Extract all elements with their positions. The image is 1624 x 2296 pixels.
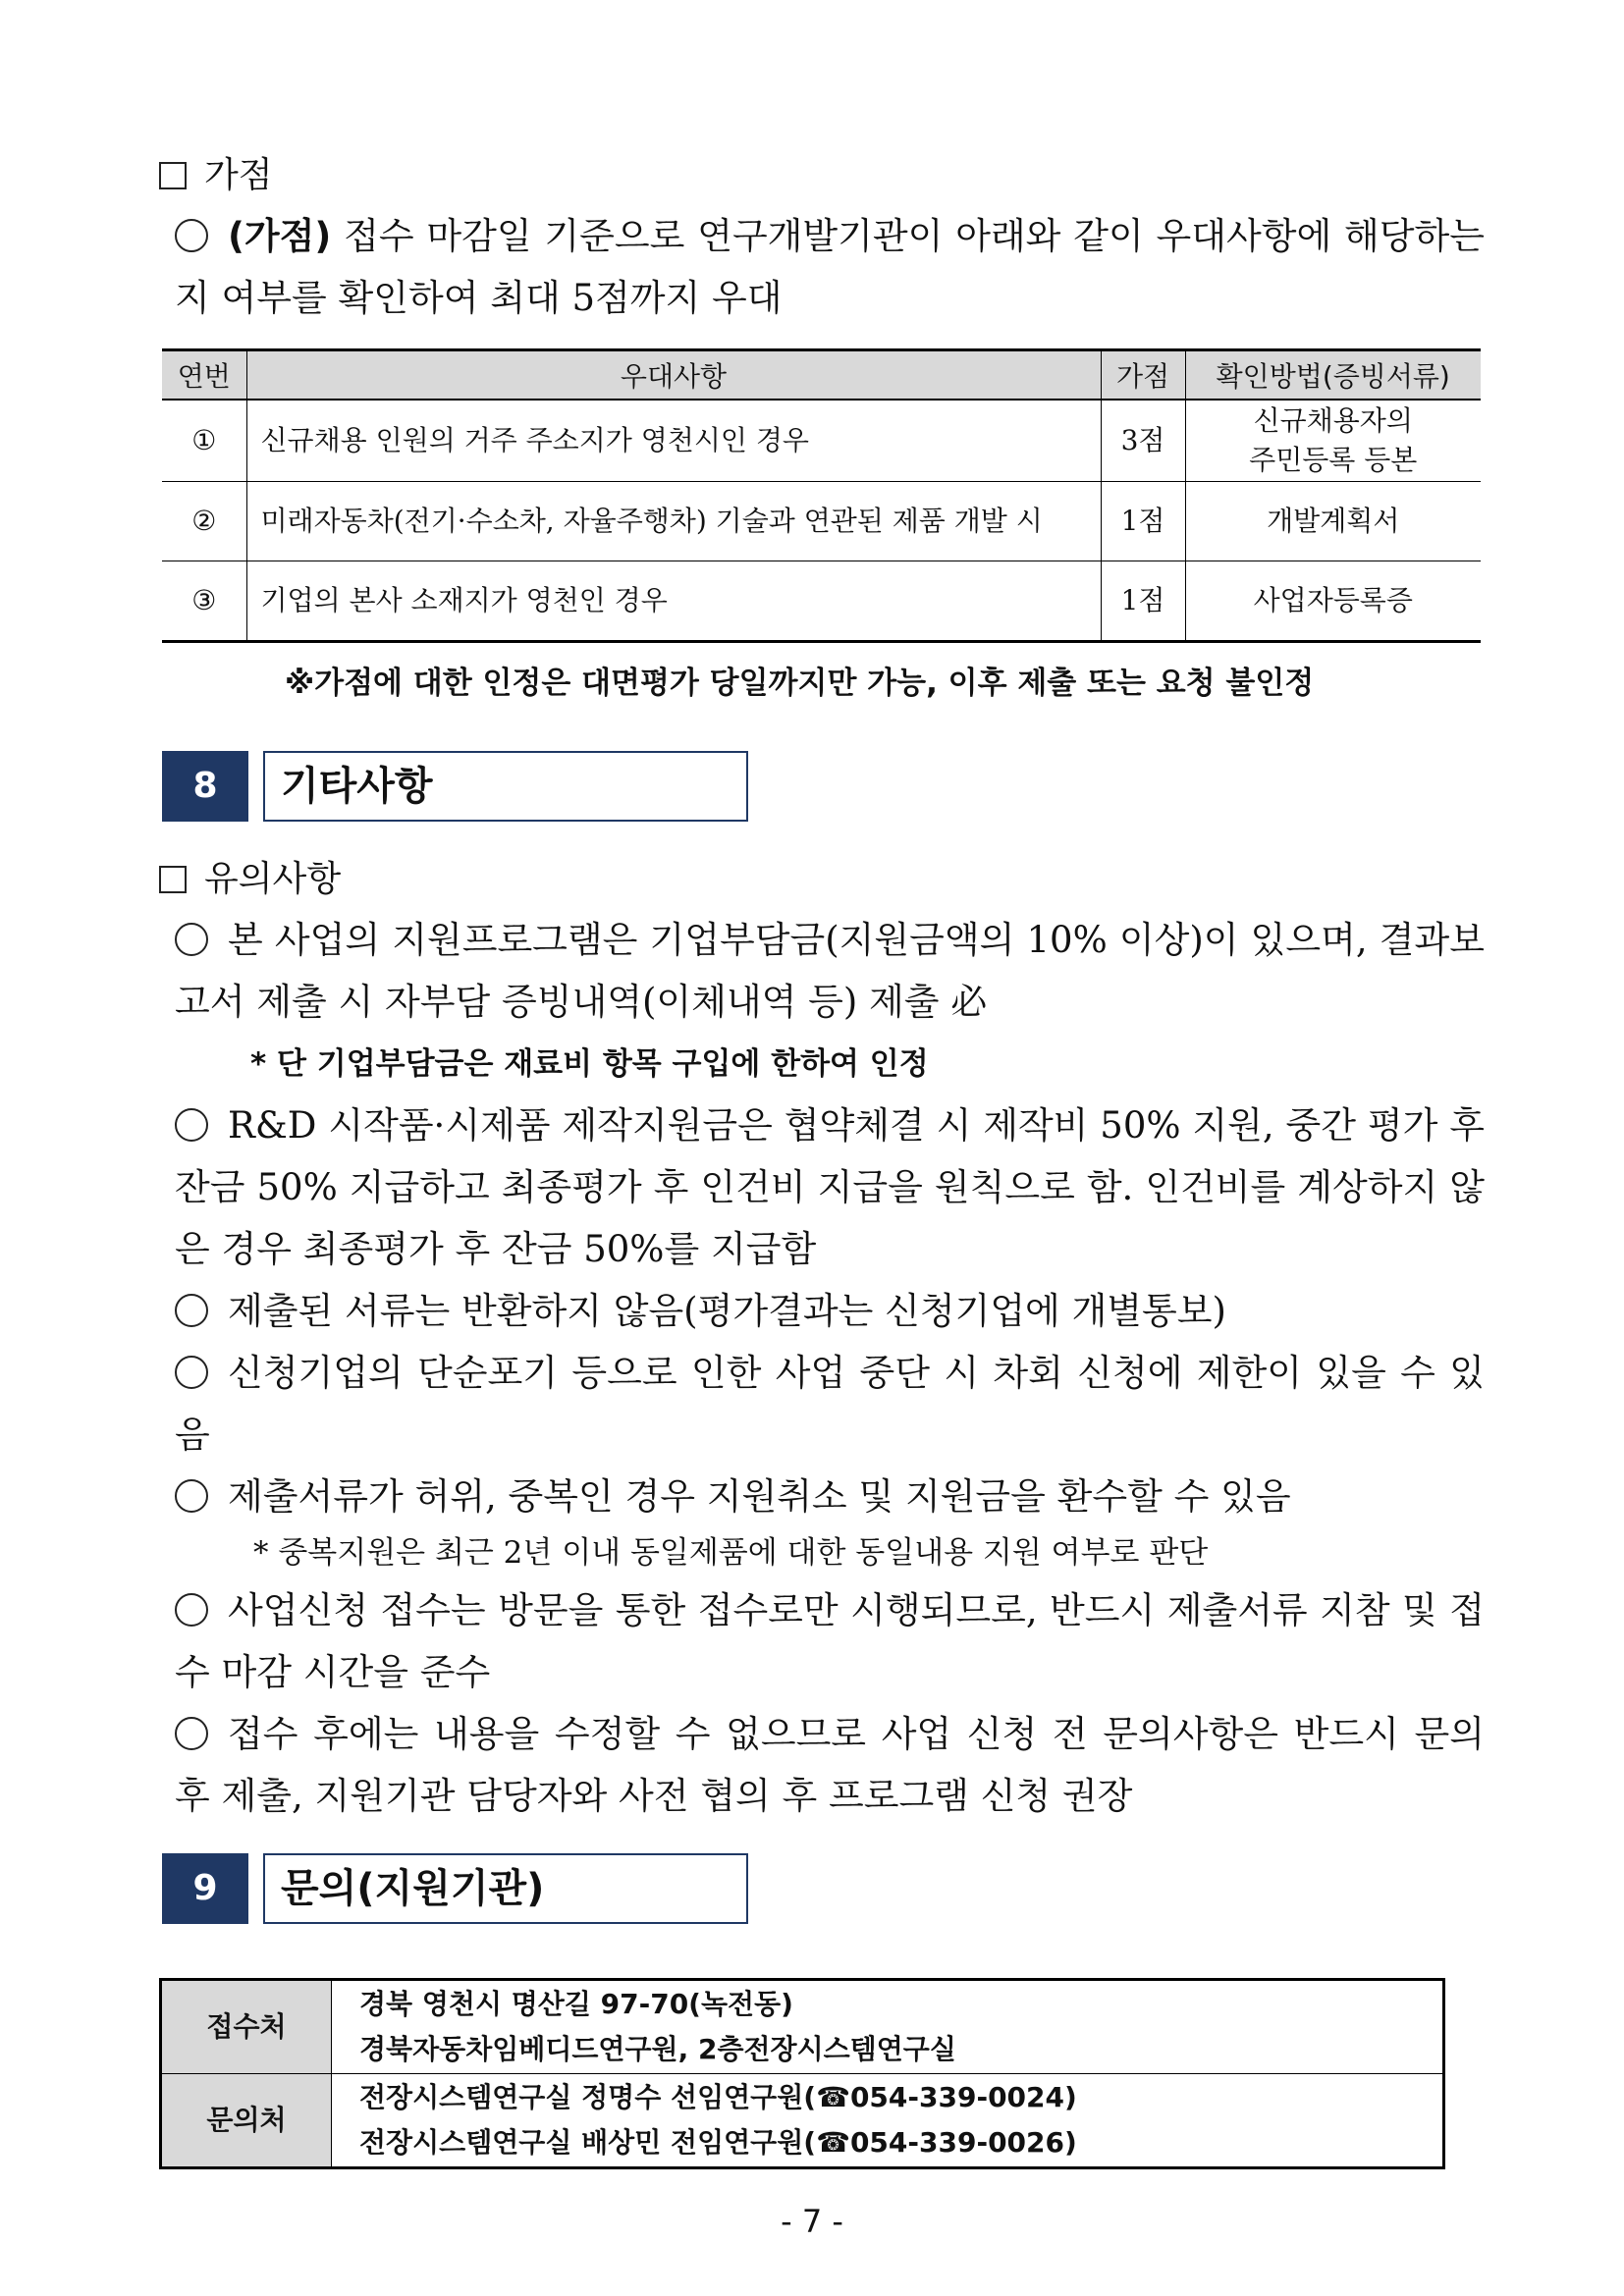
square-bullet-icon (159, 866, 187, 893)
table-row (162, 561, 1481, 642)
row-no: ② (162, 482, 246, 561)
section-number: 9 (162, 1853, 248, 1924)
bonus-intro-label: (가점) (228, 215, 332, 257)
bonus-intro (175, 205, 1485, 329)
circle-bullet-icon (175, 219, 208, 252)
header-no: 연번 (162, 350, 246, 400)
contact-table (159, 1978, 1445, 2169)
notice-item-7: 접수 후에는 내용을 수정할 수 없으므로 사업 신청 전 문의사항은 반드시 문의 후 제출, 지원기관 담당자와 사전 협의 후 프로그램 신청 권장 (175, 1713, 1485, 1817)
square-bullet-icon (159, 162, 187, 189)
row-item: 미래자동차(전기·수소차, 자율주행차) 기술과 연관된 제품 개발 시 (246, 482, 1101, 561)
table-row (162, 482, 1481, 561)
bonus-heading: 가점 (159, 152, 273, 199)
header-item: 우대사항 (246, 350, 1101, 400)
reception-label: 접수처 (161, 1980, 332, 2074)
table-row (161, 2074, 1444, 2168)
notice-item-5-note: * 중복지원은 최근 2년 이내 동일제품에 대한 동일내용 지원 여부로 판단 (253, 1535, 1209, 1571)
reception-value: 경북 영천시 명산길 97-70(녹전동) 경북자동차임베디드연구원, 2층전장시스템연구실 (332, 1980, 1444, 2074)
row-proof: 개발계획서 (1185, 482, 1481, 561)
circle-bullet-icon (175, 1108, 208, 1142)
row-item: 신규채용 인원의 거주 주소지가 영천시인 경우 (246, 400, 1101, 482)
row-points: 1점 (1101, 561, 1185, 642)
table-row (162, 400, 1481, 482)
circle-bullet-icon (175, 1717, 208, 1750)
notice-heading: 유의사항 (159, 856, 341, 903)
notice-item-4: 신청기업의 단순포기 등으로 인한 사업 중단 시 차회 신청에 제한이 있을 수 있음 (175, 1352, 1485, 1456)
inquiry-label: 문의처 (161, 2074, 332, 2168)
table-row (161, 1980, 1444, 2074)
header-proof: 확인방법(증빙서류) (1185, 350, 1481, 400)
notice-item-3: 제출된 서류는 반환하지 않음(평가결과는 신청기업에 개별통보) (175, 1280, 1485, 1342)
row-no: ③ (162, 561, 246, 642)
row-item: 기업의 본사 소재지가 영천인 경우 (246, 561, 1101, 642)
circle-bullet-icon (175, 1294, 208, 1327)
page-number: - 7 - (781, 2203, 843, 2240)
row-proof: 사업자등록증 (1185, 561, 1481, 642)
notice-item-2: R&D 시작품·시제품 제작지원금은 협약체결 시 제작비 50% 지원, 중간 평가 후 잔금 50% 지급하고 최종평가 후 인건비 지급을 원칙으로 함. 인건비를 계상하지 않은 경우 최종평가 후 잔금 50%를 지급함 (175, 1104, 1485, 1270)
bonus-note: ※가점에 대한 인정은 대면평가 당일까지만 가능, 이후 제출 또는 요청 불인정 (285, 666, 1315, 701)
notice-item-1: 본 사업의 지원프로그램은 기업부담금(지원금액의 10% 이상)이 있으며, 결과보고서 제출 시 자부담 증빙내역(이체내역 등) 제출 必 (175, 919, 1485, 1023)
bonus-table (162, 348, 1481, 643)
section-title: 기타사항 (263, 751, 748, 822)
row-no: ① (162, 400, 246, 482)
inquiry-value: 전장시스템연구실 정명수 선임연구원(☎054-339-0024) 전장시스템연구실 배상민 전임연구원(☎054-339-0026) (332, 2074, 1444, 2168)
header-points: 가점 (1101, 350, 1185, 400)
notice-item-5: 제출서류가 허위, 중복인 경우 지원취소 및 지원금을 환수할 수 있음 (175, 1466, 1485, 1527)
notice-item-6: 사업신청 접수는 방문을 통한 접수로만 시행되므로, 반드시 제출서류 지참 및 접수 마감 시간을 준수 (175, 1589, 1485, 1693)
circle-bullet-icon (175, 1593, 208, 1627)
bonus-intro-text: 접수 마감일 기준으로 연구개발기관이 아래와 같이 우대사항에 해당하는지 여부를 확인하여 최대 5점까지 우대 (175, 215, 1485, 319)
row-points: 3점 (1101, 400, 1185, 482)
circle-bullet-icon (175, 1356, 208, 1389)
section-title: 문의(지원기관) (263, 1853, 748, 1924)
bonus-table-header (162, 350, 1481, 400)
notice-item-1-note: * 단 기업부담금은 재료비 항목 구입에 한하여 인정 (250, 1046, 929, 1082)
row-points: 1점 (1101, 482, 1185, 561)
circle-bullet-icon (175, 1479, 208, 1513)
section-number: 8 (162, 751, 248, 822)
row-proof: 신규채용자의 주민등록 등본 (1185, 400, 1481, 482)
circle-bullet-icon (175, 923, 208, 956)
